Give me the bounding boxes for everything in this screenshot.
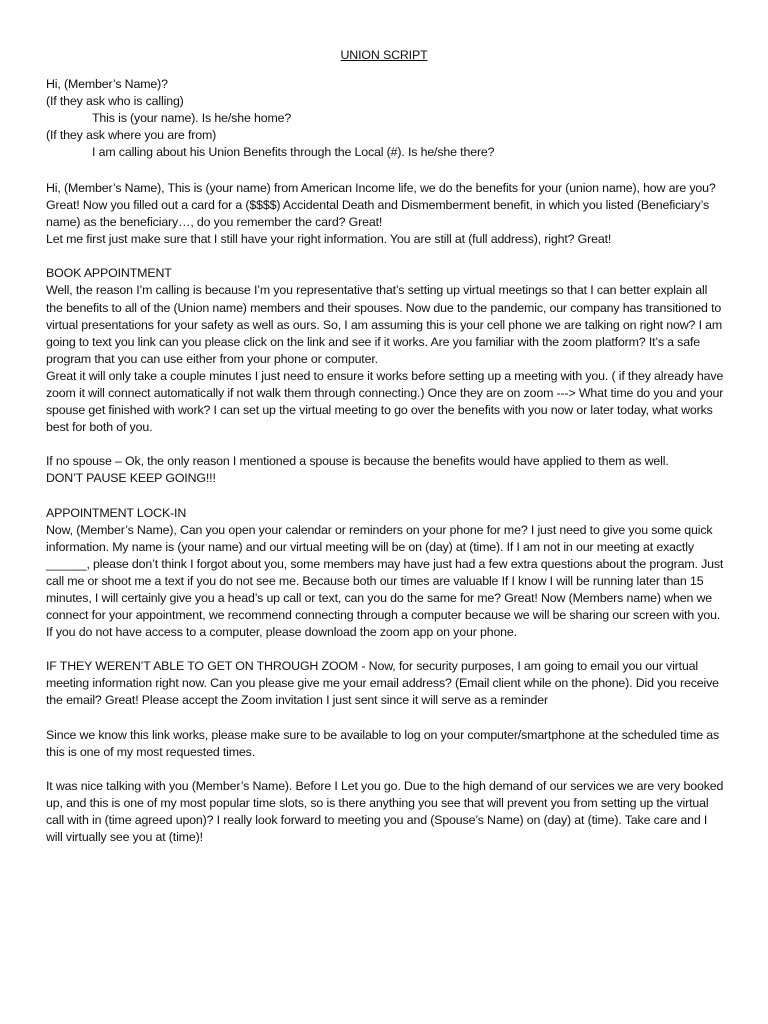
appointment-lockin-section (46, 505, 726, 642)
ask-where-line: (If they ask where you are from) (46, 128, 217, 143)
closing-paragraph: It was nice talking with you (Member’s Name). Before I Let you go. Due to the high demand of our services we are very booked up, and this is one of my most popular time slots, so is there anything you see that will prevent you from setting up the virtual call with in (time agreed upon)? I really look forward to meeting you and (Spouse’s Name) on (day) at (time). Take care and I will virtually see you at (time)! (46, 778, 724, 844)
link-works-paragraph: Since we know this link works, please make sure to be available to log on your computer/smartphone at the scheduled time as this is one of my most requested times. (46, 727, 720, 759)
appointment-lockin-paragraph: Now, (Member’s Name), Can you open your calendar or reminders on your phone for me? I just need to give you some quick information. My name is (your name) and our virtual meeting will be on (day) at (time). If I am not in our meeting at exactly ______, please don’t think I forgot about you, some members may have just had a few extra questions about the program. Just call me or shoot me a text if you do not see me. Because both our times are valuable If I know I will be running later than 15 minutes, I will certainly give you a head’s up call or text, can you do the same for me? Great! Now (Members name) when we connect for your appointment, we recommend connecting through a computer because we will be sharing our screen with you. If you do not have access to a computer, please download the zoom app on your phone. (46, 522, 724, 640)
appointment-lockin-heading: APPOINTMENT LOCK-IN (46, 505, 187, 520)
this-is-line: This is (your name). Is he/she home? (92, 111, 292, 126)
document-title: UNION SCRIPT (340, 48, 428, 62)
no-spouse-section (46, 453, 726, 487)
book-appointment-paragraph-2: Great it will only take a couple minutes I just need to ensure it works before setting up a meeting with you. ( if they already have zoom it will connect automatically if not walk them through connecting.) Once they are on zoom ---> What time do you and your spouse get finished with work? I can set up the virtual meeting to go over the benefits with you now or later today, what works best for both of you. (46, 368, 724, 435)
book-appointment-heading: BOOK APPOINTMENT (46, 266, 172, 281)
ask-who-line: (If they ask who is calling) (46, 94, 184, 109)
opening-lines (46, 76, 726, 161)
keep-going-emphasis: DON’T PAUSE KEEP GOING!!! (46, 471, 216, 486)
script-body (46, 180, 726, 863)
zoom-fallback-paragraph: IF THEY WEREN’T ABLE TO GET ON THROUGH ZOOM - Now, for security purposes, I am going to email you our virtual meeting information right now. Can you please give me your email address? (Email client while on the phone). Did you receive the email? Great! Please accept the Zoom invitation I just sent since it will serve as a reminder (46, 659, 719, 708)
verify-address-line: Let me first just make sure that I still have your right information. You are still at (full address), right? Great! (46, 232, 612, 247)
calling-about-line: I am calling about his Union Benefits through the Local (#). Is he/she there? (92, 145, 495, 160)
intro-section (46, 180, 726, 248)
book-appointment-paragraph-1: Well, the reason I’m calling is because I’m you representative that’s setting up virtual meetings so that I can better explain all the benefits to all of the (Union name) members and their spouses. Now due to the pandemic, our company has transitioned to virtual presentations for your safety as well as ours. So, I am assuming this is your cell phone we are talking on right now? I am going to text you link can you please click on the link and see if it works. Are you familiar with the zoom platform? It’s a safe program that you can use either from your phone or computer. (46, 283, 723, 366)
intro-paragraph: Hi, (Member’s Name), This is (your name) from American Income life, we do the benefits for your (union name), how are you? Great! Now you filled out a card for a ($$$$) Accidental Death and Dismemberment benefit, in which you listed (Beneficiary’s name) as the beneficiary…, do you remember the card? Great! (46, 181, 716, 230)
book-appointment-section (46, 265, 726, 436)
greeting-line: Hi, (Member’s Name)? (46, 77, 168, 91)
no-spouse-paragraph: If no spouse – Ok, the only reason I mentioned a spouse is because the benefits would have applied to them as well. (46, 454, 669, 469)
